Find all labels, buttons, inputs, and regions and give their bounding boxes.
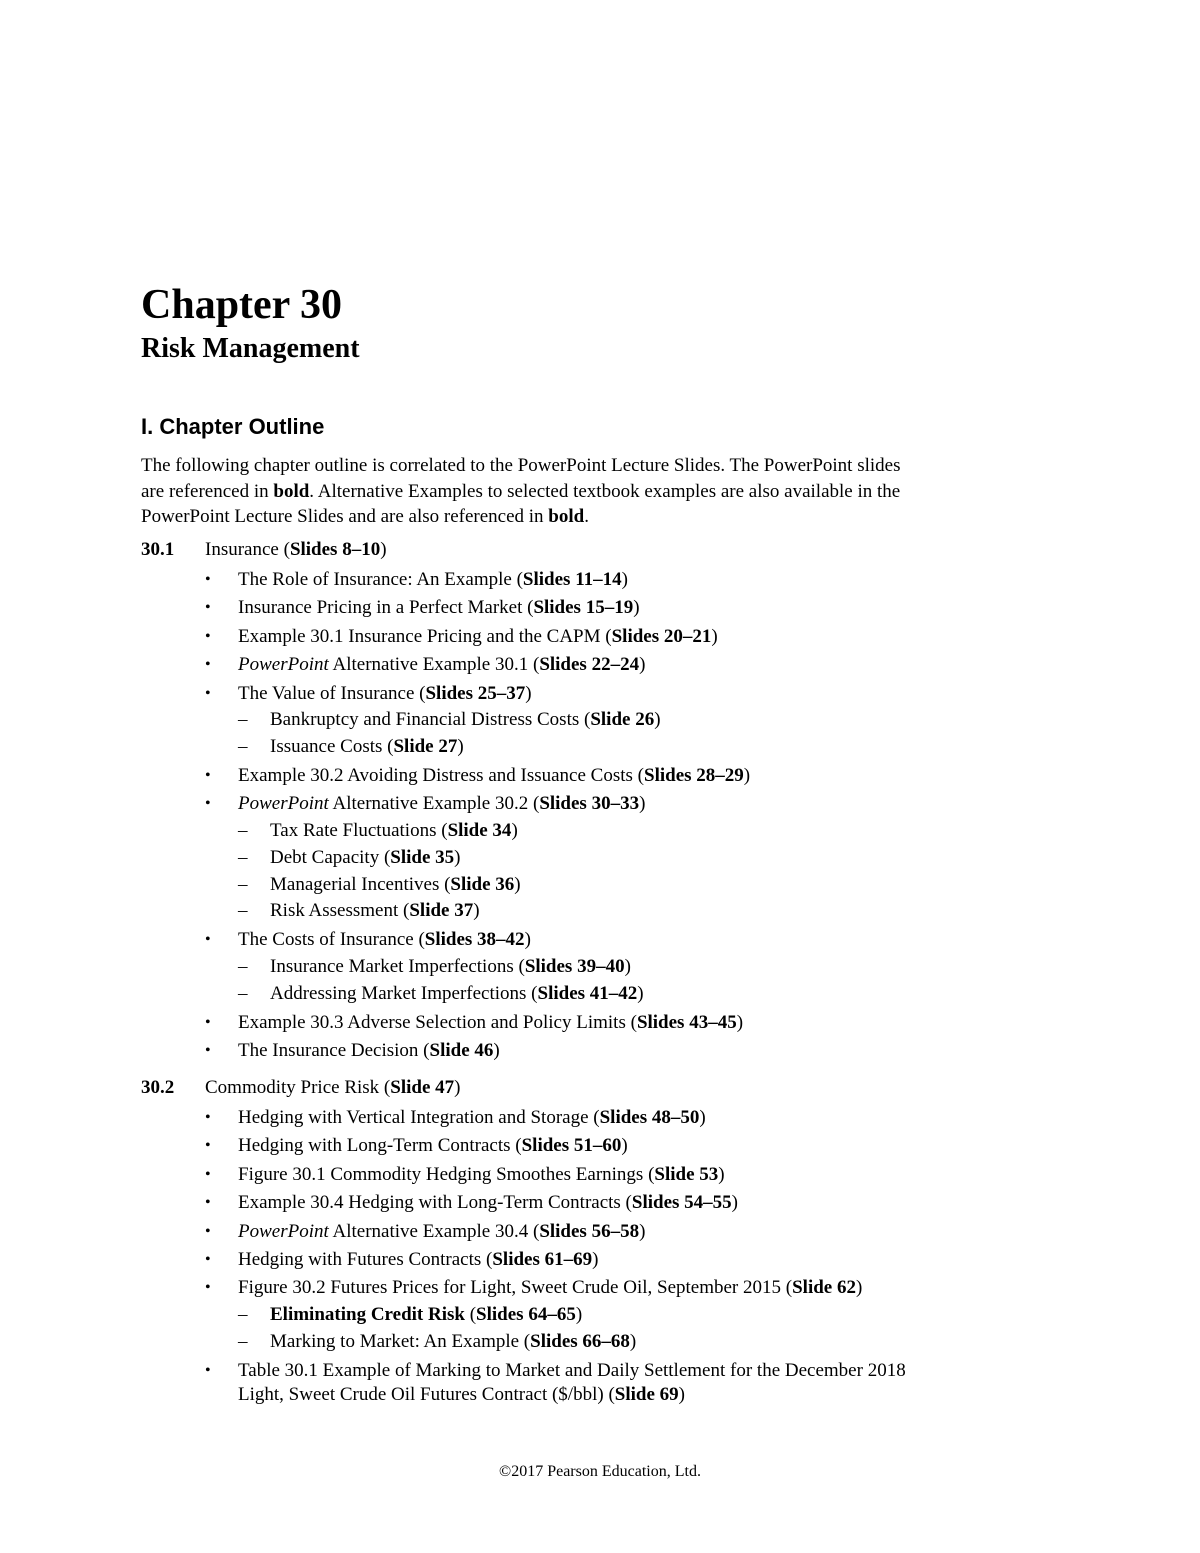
bold-text: Slide 62 [792,1277,856,1299]
dash-marker: – [238,955,248,977]
bold-text: Slide 26 [590,709,655,731]
bold-text: Slides 51–60 [521,1135,622,1157]
bold-text: Slides 54–55 [631,1192,732,1214]
text-run: Insurance Market Imperfections ( [270,955,525,977]
bold-text: Slides 8–10 [289,539,381,560]
bullet-marker: • [205,931,211,949]
bold-text: Eliminating Credit Risk [270,1304,465,1326]
bold-text: Slides 43–45 [636,1011,737,1033]
list-item [238,1105,706,1131]
list-item [238,681,532,707]
bold-text: Slides 11–14 [522,569,622,590]
bullet-marker: • [205,1042,211,1059]
dash-marker: – [238,820,248,842]
bold-text: Slides 66–68 [530,1330,630,1352]
bullet-marker: • [205,571,211,588]
bold-text: Slides 22–24 [539,654,640,676]
bullet-marker: • [205,1137,211,1155]
text-run: are referenced in [141,480,274,502]
bold-text: Slide 36 [450,873,515,895]
list-item [238,1358,906,1384]
italic-text: PowerPoint [238,654,329,676]
text-run: Bankruptcy and Financial Distress Costs ( [270,709,591,731]
text-run: ) [633,597,640,619]
list-item [238,1219,645,1245]
bullet-marker: • [205,1222,211,1240]
bold-text: Slide 35 [390,846,455,868]
text-run: Figure 30.2 Futures Prices for Light, Sweet Crude Oil, September 2015 ( [238,1277,793,1299]
text-run: The Insurance Decision ( [238,1040,430,1061]
text-run: Debt Capacity ( [270,846,391,868]
outline-heading: I. Chapter Outline [141,414,325,439]
text-run: ) [699,1107,706,1128]
bullet-marker: • [205,795,211,813]
bullet-marker: • [205,1194,211,1212]
text-run: Issuance Costs ( [270,736,394,757]
list-item [238,1247,598,1273]
list-item [238,1162,725,1188]
sub-list-item [270,872,521,898]
dash-marker: – [238,900,248,922]
text-run: ) [718,1163,725,1185]
sub-list-item [270,734,464,760]
dash-marker: – [238,982,248,1004]
bullet-marker: • [205,656,211,674]
text-run: ) [454,846,461,868]
sub-list-item [270,818,518,844]
text-run: Alternative Example 30.4 ( [328,1220,540,1242]
list-item [238,595,640,621]
text-run: ) [743,765,751,786]
text-run: . [584,506,589,527]
section-number: 30.2 [141,1077,175,1098]
bold-text: Slides 28–29 [644,765,744,786]
list-item [238,927,531,953]
chapter-subtitle: Risk Management [141,333,360,364]
text-run: Alternative Example 30.1 ( [328,654,540,676]
bold-text: Slides 25–37 [425,682,526,704]
bullet-marker: • [205,1165,211,1183]
list-item [238,763,750,789]
text-run: ) [855,1277,863,1299]
text-run: Addressing Market Imperfections ( [270,982,538,1004]
text-run: Figure 30.1 Commodity Hedging Smoothes Earnings ( [238,1163,655,1185]
bold-text: Slides 20–21 [611,625,712,647]
text-run: Hedging with Long-Term Contracts ( [238,1135,522,1157]
sub-list-item [270,845,461,871]
text-run: The Role of Insurance: An Example ( [238,569,523,590]
text-run: ) [524,929,531,951]
text-run: ) [624,955,631,977]
text-run: Risk Assessment ( [270,900,410,922]
bold-text: Slides 38–42 [424,929,525,951]
bold-text: Slide 53 [654,1163,719,1185]
bullet-marker: • [205,1361,211,1379]
bold-text: bold [273,480,310,502]
bold-text: Slide 27 [393,736,458,757]
sub-list-item [270,1329,636,1355]
text-run: ) [621,569,628,590]
bold-text: Slides 64–65 [476,1304,576,1326]
chapter-title: Chapter 30 [141,282,343,328]
text-run: Table 30.1 Example of Marking to Market and Daily Settlement for the December 2018 [238,1359,906,1381]
intro-paragraph [141,453,1041,530]
italic-text: PowerPoint [238,793,329,815]
text-run: Marking to Market: An Example ( [270,1330,531,1352]
text-run: ) [493,1040,500,1061]
list-item [238,1275,862,1301]
text-run: Alternative Example 30.2 ( [328,793,540,815]
text-run: Hedging with Futures Contracts ( [238,1249,493,1270]
text-run: ) [514,873,521,895]
text-run: Hedging with Vertical Integration and Storage ( [238,1107,600,1128]
bullet-marker: • [205,767,211,784]
sub-list-item [270,1302,582,1328]
bold-text: Slide 69 [614,1384,679,1406]
text-run: Example 30.2 Avoiding Distress and Issuance Costs ( [238,765,644,786]
text-run: ) [639,1220,646,1242]
dash-marker: – [238,873,248,895]
text-run: Insurance Pricing in a Perfect Market ( [238,597,534,619]
list-item [238,791,645,817]
sub-list-item [270,954,631,980]
text-run: Insurance ( [205,539,290,560]
text-run: ) [678,1384,685,1406]
text-run: ) [525,682,532,704]
list-item [238,1382,685,1408]
bold-text: Slides 56–58 [539,1220,640,1242]
intro-line [141,504,1041,530]
text-run: ( [464,1304,477,1326]
text-run: Light, Sweet Crude Oil Futures Contract ($/bbl) ( [238,1384,615,1406]
bullet-marker: • [205,1109,211,1126]
bold-text: Slides 48–50 [599,1107,700,1128]
text-run: The Costs of Insurance ( [238,929,425,951]
text-run: The following chapter outline is correlated to the PowerPoint Lecture Slides. The PowerPoint slides [141,455,901,476]
intro-line [141,453,1041,479]
text-run: ) [639,793,646,815]
text-run: ) [454,1077,461,1098]
text-run: ) [731,1192,738,1214]
text-run: ) [511,820,518,842]
text-run: ) [711,625,718,647]
section-title [205,1075,460,1101]
dash-marker: – [238,1330,248,1352]
list-item [238,1190,738,1216]
text-run: ) [457,736,464,757]
italic-text: PowerPoint [238,1220,329,1242]
bold-text: Slides 61–69 [492,1249,593,1270]
list-item [238,1038,500,1064]
bold-text: Slides 15–19 [533,597,634,619]
text-run: Example 30.1 Insurance Pricing and the CAPM ( [238,625,612,647]
dash-marker: – [238,736,248,757]
bullet-marker: • [205,1279,211,1297]
bullet-marker: • [205,599,211,617]
text-run: ) [380,539,387,560]
bold-text: Slides 41–42 [537,982,638,1004]
text-run: ) [592,1249,599,1270]
list-item [238,624,718,650]
dash-marker: – [238,1304,248,1326]
text-run: ) [473,900,480,922]
text-run: ) [654,709,661,731]
text-run: ) [639,654,646,676]
bullet-marker: • [205,627,211,645]
text-run: ) [621,1135,628,1157]
section-title [205,537,387,563]
text-run: PowerPoint Lecture Slides and are also referenced in [141,506,549,527]
bold-text: bold [548,506,585,527]
text-run: Commodity Price Risk ( [205,1077,391,1098]
bold-text: Slides 39–40 [524,955,625,977]
sub-list-item [270,981,644,1007]
text-run: Example 30.4 Hedging with Long-Term Contracts ( [238,1192,632,1214]
list-item [238,567,628,593]
text-run: . Alternative Examples to selected textbook examples are also available in the [309,480,901,502]
list-item [238,1010,743,1036]
bullet-marker: • [205,1251,211,1268]
text-run: The Value of Insurance ( [238,682,426,704]
dash-marker: – [238,709,248,731]
list-item [238,1133,628,1159]
bold-text: Slides 30–33 [539,793,640,815]
text-run: ) [736,1011,744,1033]
text-run: ) [575,1304,583,1326]
bold-text: Slide 37 [409,900,474,922]
text-run: ) [629,1330,637,1352]
bold-text: Slide 47 [390,1077,455,1098]
bullet-marker: • [205,1013,211,1031]
bold-text: Slide 46 [429,1040,494,1061]
dash-marker: – [238,846,248,868]
sub-list-item [270,707,661,733]
bullet-marker: • [205,684,211,702]
section-number: 30.1 [141,539,175,560]
text-run: Tax Rate Fluctuations ( [270,820,448,842]
sub-list-item [270,898,480,924]
bold-text: Slide 34 [447,820,512,842]
intro-line [141,479,1041,505]
text-run: Managerial Incentives ( [270,873,451,895]
text-run: ) [637,982,644,1004]
list-item [238,652,645,678]
footer-copyright: ©2017 Pearson Education, Ltd. [499,1463,701,1480]
text-run: Example 30.3 Adverse Selection and Policy Limits ( [238,1011,637,1033]
